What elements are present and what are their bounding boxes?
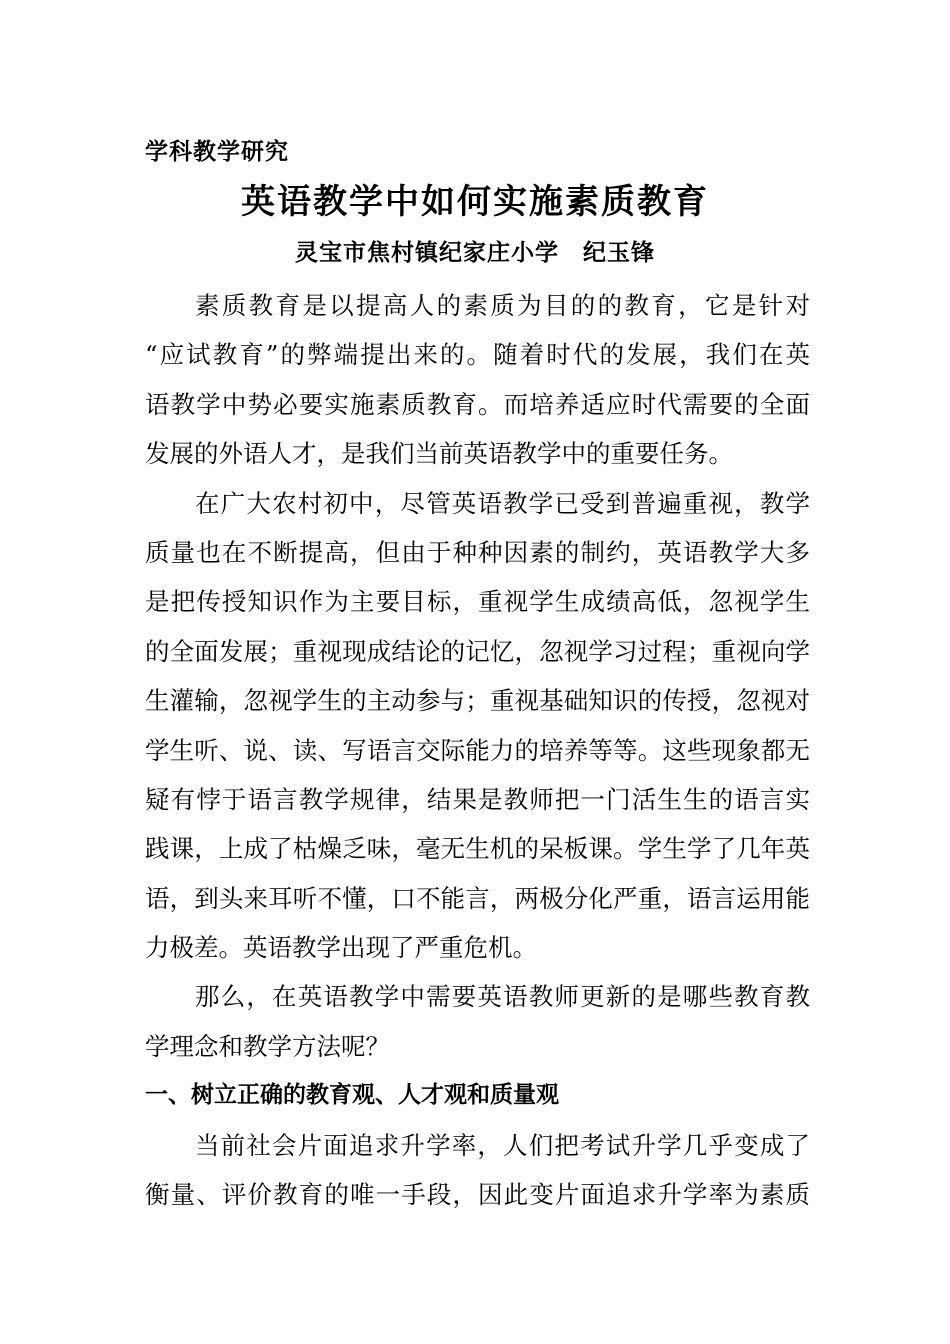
paragraph-line: 语教学中势必要实施素质教育。而培养适应时代需要的全面 (145, 389, 810, 419)
paragraph-line: “应试教育”的弊端提出来的。随着时代的发展，我们在英 (145, 340, 810, 370)
paragraph-line: 践课，上成了枯燥乏味，毫无生机的呆板课。学生学了几年英 (145, 834, 810, 864)
paragraph-line: 发展的外语人才，是我们当前英语教学中的重要任务。 (145, 439, 733, 469)
paragraph-line: 的全面发展；重视现成结论的记忆，忽视学习过程；重视向学 (145, 636, 810, 666)
paragraph-line: 衡量、评价教育的唯一手段，因此变片面追求升学率为素质 (145, 1180, 810, 1210)
article-title: 英语教学中如何实施素质教育 (241, 182, 709, 222)
paragraph-line: 语，到头来耳听不懂，口不能言，两极分化严重，语言运用能 (145, 883, 810, 913)
section-category: 学科教学研究 (145, 139, 289, 165)
section-heading: 一、树立正确的教育观、人才观和质量观 (145, 1082, 559, 1109)
paragraph-line: 素质教育是以提高人的素质为目的的教育，它是针对 (195, 291, 810, 320)
paragraph-line: 生灌输，忽视学生的主动参与；重视基础知识的传授，忽视对 (145, 686, 810, 716)
paragraph-line: 在广大农村初中，尽管英语教学已受到普遍重视，教学 (195, 488, 810, 518)
paragraph-line: 质量也在不断提高，但由于种种因素的制约，英语教学大多 (145, 537, 810, 567)
paragraph-line: 学生听、说、读、写语言交际能力的培养等等。这些现象都无 (145, 735, 810, 765)
article-author: 灵宝市焦村镇纪家庄小学 纪玉锋 (295, 240, 655, 266)
article-body (145, 281, 810, 1219)
paragraph-line: 学理念和教学方法呢？ (145, 1031, 390, 1061)
paragraph-line: 那么，在英语教学中需要英语教师更新的是哪些教育教 (195, 982, 810, 1012)
paragraph-line: 是把传授知识作为主要目标，重视学生成绩高低，忽视学生 (145, 587, 810, 617)
paragraph-line: 力极差。英语教学出现了严重危机。 (145, 933, 537, 963)
paragraph-line: 疑有悖于语言教学规律，结果是教师把一门活生生的语言实 (145, 784, 810, 814)
paragraph-line: 当前社会片面追求升学率，人们把考试升学几乎变成了 (195, 1130, 810, 1160)
